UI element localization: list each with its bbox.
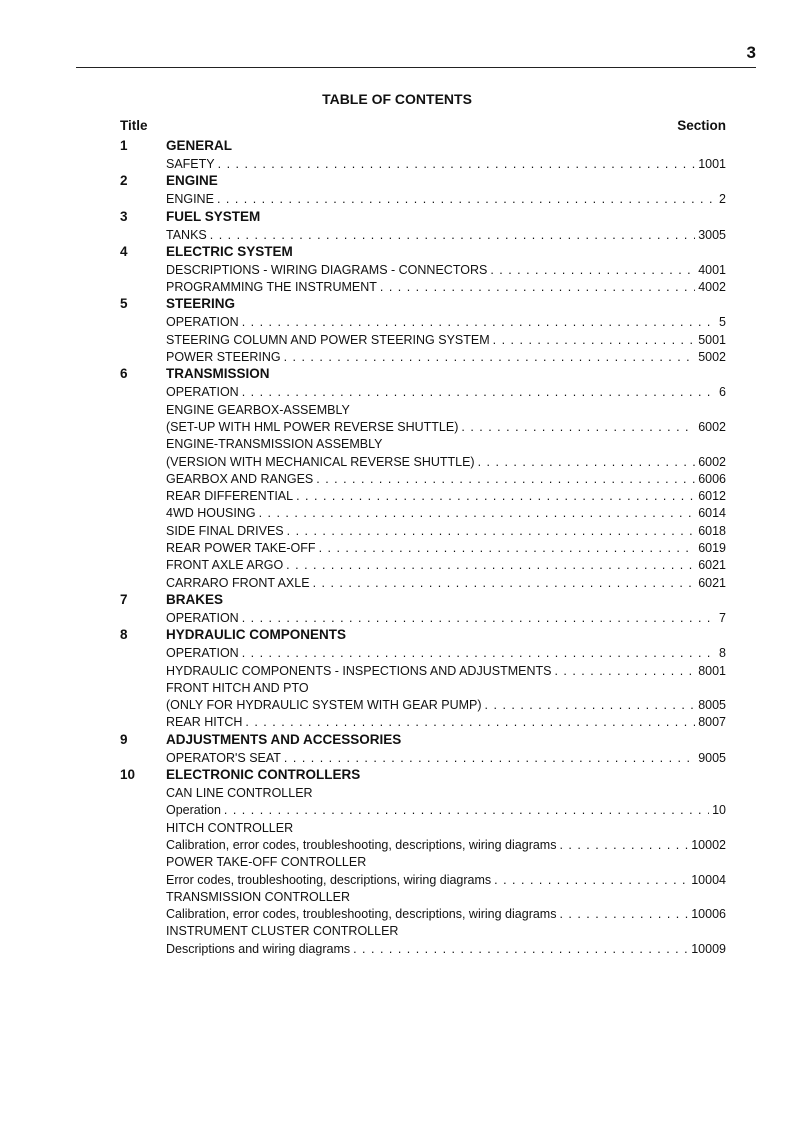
dot-leader	[210, 228, 695, 242]
entry-section-number: 4001	[698, 262, 726, 277]
entry-section-number: 9005	[698, 750, 726, 765]
entry-label: SIDE FINAL DRIVES	[166, 523, 284, 538]
entry-section-number: 6014	[698, 506, 726, 521]
entry-label: STEERING COLUMN AND POWER STEERING SYSTEM	[166, 332, 490, 347]
entry-section-number: 10009	[691, 941, 726, 956]
dot-leader	[218, 157, 696, 171]
toc-entry	[0, 418, 794, 435]
chapter-heading	[0, 208, 794, 226]
subheading-label: TRANSMISSION CONTROLLER	[166, 889, 351, 904]
entry-label: ENGINE	[166, 192, 214, 207]
dot-leader	[242, 315, 716, 329]
toc-entry	[0, 470, 794, 487]
table-of-contents	[0, 137, 794, 957]
entry-section-number: 8007	[698, 715, 726, 730]
toc-entry	[0, 801, 794, 818]
toc-entry	[0, 453, 794, 470]
toc-entry	[0, 155, 794, 172]
toc-chapter	[0, 365, 794, 591]
toc-entry	[0, 940, 794, 957]
chapter-number: 7	[120, 591, 128, 607]
dot-leader	[242, 611, 716, 625]
toc-entry	[0, 383, 794, 400]
entry-section-number: 6012	[698, 489, 726, 504]
dot-leader	[287, 524, 696, 538]
dot-leader	[559, 838, 688, 852]
toc-chapter	[0, 295, 794, 365]
dot-leader	[461, 420, 695, 434]
toc-subheading	[0, 435, 794, 452]
entry-label: TANKS	[166, 227, 207, 242]
entry-label: POWER STEERING	[166, 350, 281, 365]
chapter-title: ELECTRIC SYSTEM	[166, 243, 293, 259]
entry-label: (SET-UP WITH HML POWER REVERSE SHUTTLE)	[166, 419, 459, 434]
dot-leader	[353, 942, 688, 956]
dot-leader	[286, 558, 695, 572]
toc-entry	[0, 871, 794, 888]
subheading-label: FRONT HITCH AND PTO	[166, 680, 309, 695]
dot-leader	[380, 280, 695, 294]
chapter-title: BRAKES	[166, 591, 224, 607]
entry-label: DESCRIPTIONS - WIRING DIAGRAMS - CONNECTORS	[166, 262, 488, 277]
toc-entry	[0, 905, 794, 922]
subheading-label: ENGINE GEARBOX-ASSEMBLY	[166, 402, 350, 417]
chapter-heading	[0, 766, 794, 784]
dot-leader	[245, 715, 695, 729]
dot-leader	[224, 803, 709, 817]
entry-section-number: 6002	[698, 419, 726, 434]
toc-entry	[0, 836, 794, 853]
dot-leader	[478, 455, 696, 469]
dot-leader	[284, 350, 696, 364]
subheading-label: CAN LINE CONTROLLER	[166, 786, 313, 801]
entry-label: 4WD HOUSING	[166, 506, 256, 521]
toc-entry	[0, 539, 794, 556]
entry-label: CARRARO FRONT AXLE	[166, 575, 310, 590]
toc-chapter	[0, 208, 794, 243]
toc-entry	[0, 331, 794, 348]
chapter-title: ELECTRONIC CONTROLLERS	[166, 767, 361, 783]
entry-section-number: 6021	[698, 558, 726, 573]
chapter-number: 9	[120, 731, 128, 747]
chapter-number: 6	[120, 366, 128, 382]
page-title: TABLE OF CONTENTS	[322, 91, 472, 107]
entry-label: (VERSION WITH MECHANICAL REVERSE SHUTTLE)	[166, 454, 475, 469]
toc-subheading	[0, 819, 794, 836]
toc-entry	[0, 313, 794, 330]
entry-section-number: 6018	[698, 523, 726, 538]
dot-leader	[284, 751, 695, 765]
chapter-heading	[0, 137, 794, 155]
entry-section-number: 10002	[691, 837, 726, 852]
dot-leader	[242, 646, 716, 660]
entry-section-number: 3005	[698, 227, 726, 242]
toc-entry	[0, 749, 794, 766]
dot-leader	[490, 263, 695, 277]
entry-section-number: 5001	[698, 332, 726, 347]
entry-label: OPERATION	[166, 315, 239, 330]
toc-entry	[0, 609, 794, 626]
chapter-number: 2	[120, 173, 128, 189]
entry-section-number: 1001	[698, 157, 726, 171]
toc-subheading	[0, 888, 794, 905]
entry-label: OPERATOR'S SEAT	[166, 750, 281, 765]
toc-subheading	[0, 853, 794, 870]
toc-entry	[0, 522, 794, 539]
chapter-number: 1	[120, 138, 128, 153]
entry-section-number: 4002	[698, 280, 726, 295]
toc-entry	[0, 504, 794, 521]
chapter-title: GENERAL	[166, 138, 233, 153]
entry-label: OPERATION	[166, 610, 239, 625]
toc-chapter	[0, 626, 794, 730]
entry-section-number: 8001	[698, 663, 726, 678]
toc-entry	[0, 556, 794, 573]
entry-section-number: 10006	[691, 907, 726, 922]
toc-entry	[0, 226, 794, 243]
toc-entry	[0, 696, 794, 713]
toc-subheading	[0, 401, 794, 418]
entry-label: REAR HITCH	[166, 715, 243, 730]
header-rule	[76, 67, 756, 68]
chapter-number: 8	[120, 627, 128, 643]
entry-section-number: 6021	[698, 575, 726, 590]
entry-section-number: 6002	[698, 454, 726, 469]
entry-label: Calibration, error codes, troubleshooting, descriptions, wiring diagrams	[166, 907, 557, 922]
toc-chapter	[0, 766, 794, 957]
entry-section-number: 2	[719, 192, 726, 207]
entry-section-number: 6019	[698, 541, 726, 556]
toc-entry	[0, 644, 794, 661]
dot-leader	[485, 698, 696, 712]
chapter-title: TRANSMISSION	[166, 366, 270, 382]
chapter-number: 10	[120, 767, 136, 783]
toc-entry	[0, 662, 794, 679]
chapter-heading	[0, 626, 794, 644]
chapter-number: 4	[120, 243, 128, 259]
entry-label: (ONLY FOR HYDRAULIC SYSTEM WITH GEAR PUMP)	[166, 698, 482, 713]
toc-chapter	[0, 172, 794, 207]
page-number: 3	[746, 43, 756, 62]
dot-leader	[296, 489, 695, 503]
chapter-heading	[0, 591, 794, 609]
chapter-heading	[0, 365, 794, 383]
entry-label: PROGRAMMING THE INSTRUMENT	[166, 280, 377, 295]
chapter-title: FUEL SYSTEM	[166, 208, 261, 224]
toc-chapter	[0, 591, 794, 626]
entry-label: Error codes, troubleshooting, descriptions, wiring diagrams	[166, 872, 492, 887]
chapter-heading	[0, 295, 794, 313]
dot-leader	[494, 873, 688, 887]
chapter-title: ADJUSTMENTS AND ACCESSORIES	[166, 731, 402, 747]
entry-section-number: 10004	[691, 872, 726, 887]
dot-leader	[217, 192, 716, 206]
chapter-number: 5	[120, 296, 128, 312]
entry-section-number: 6	[719, 385, 726, 400]
toc-subheading	[0, 679, 794, 696]
toc-entry	[0, 278, 794, 295]
entry-section-number: 8	[719, 646, 726, 661]
dot-leader	[316, 472, 695, 486]
toc-entry	[0, 713, 794, 730]
subheading-label: ENGINE-TRANSMISSION ASSEMBLY	[166, 437, 383, 452]
dot-leader	[313, 576, 696, 590]
toc-subheading	[0, 922, 794, 939]
entry-label: Operation	[166, 803, 221, 818]
toc-chapter	[0, 137, 794, 172]
toc-entry	[0, 348, 794, 365]
entry-section-number: 7	[719, 610, 726, 625]
entry-section-number: 10	[712, 803, 726, 818]
chapter-title: ENGINE	[166, 173, 218, 189]
entry-section-number: 5002	[698, 350, 726, 365]
entry-section-number: 6006	[698, 471, 726, 486]
dot-leader	[559, 907, 688, 921]
subheading-label: POWER TAKE-OFF CONTROLLER	[166, 855, 367, 870]
chapter-heading	[0, 243, 794, 261]
entry-label: Calibration, error codes, troubleshooting, descriptions, wiring diagrams	[166, 837, 557, 852]
chapter-heading	[0, 731, 794, 749]
entry-section-number: 8005	[698, 698, 726, 713]
toc-entry	[0, 261, 794, 278]
entry-label: REAR POWER TAKE-OFF	[166, 541, 316, 556]
entry-section-number: 5	[719, 315, 726, 330]
entry-label: OPERATION	[166, 385, 239, 400]
chapter-title: HYDRAULIC COMPONENTS	[166, 627, 347, 643]
subheading-label: INSTRUMENT CLUSTER CONTROLLER	[166, 924, 399, 939]
entry-label: OPERATION	[166, 646, 239, 661]
subheading-label: HITCH CONTROLLER	[166, 820, 294, 835]
entry-label: REAR DIFFERENTIAL	[166, 489, 294, 504]
dot-leader	[554, 664, 695, 678]
toc-chapter	[0, 243, 794, 296]
toc-entry	[0, 574, 794, 591]
toc-entry	[0, 487, 794, 504]
entry-label: SAFETY	[166, 157, 215, 171]
toc-subheading	[0, 784, 794, 801]
column-header-section: Section	[677, 118, 726, 133]
entry-label: Descriptions and wiring diagrams	[166, 941, 351, 956]
chapter-title: STEERING	[166, 296, 236, 312]
chapter-number: 3	[120, 208, 128, 224]
dot-leader	[319, 541, 696, 555]
dot-leader	[242, 385, 716, 399]
toc-entry	[0, 190, 794, 207]
entry-label: FRONT AXLE ARGO	[166, 558, 284, 573]
chapter-heading	[0, 172, 794, 190]
entry-label: HYDRAULIC COMPONENTS - INSPECTIONS AND ADJUSTMENTS	[166, 663, 552, 678]
column-header-title: Title	[120, 118, 148, 133]
dot-leader	[493, 333, 696, 347]
dot-leader	[259, 506, 696, 520]
entry-label: GEARBOX AND RANGES	[166, 471, 314, 486]
toc-chapter	[0, 731, 794, 766]
